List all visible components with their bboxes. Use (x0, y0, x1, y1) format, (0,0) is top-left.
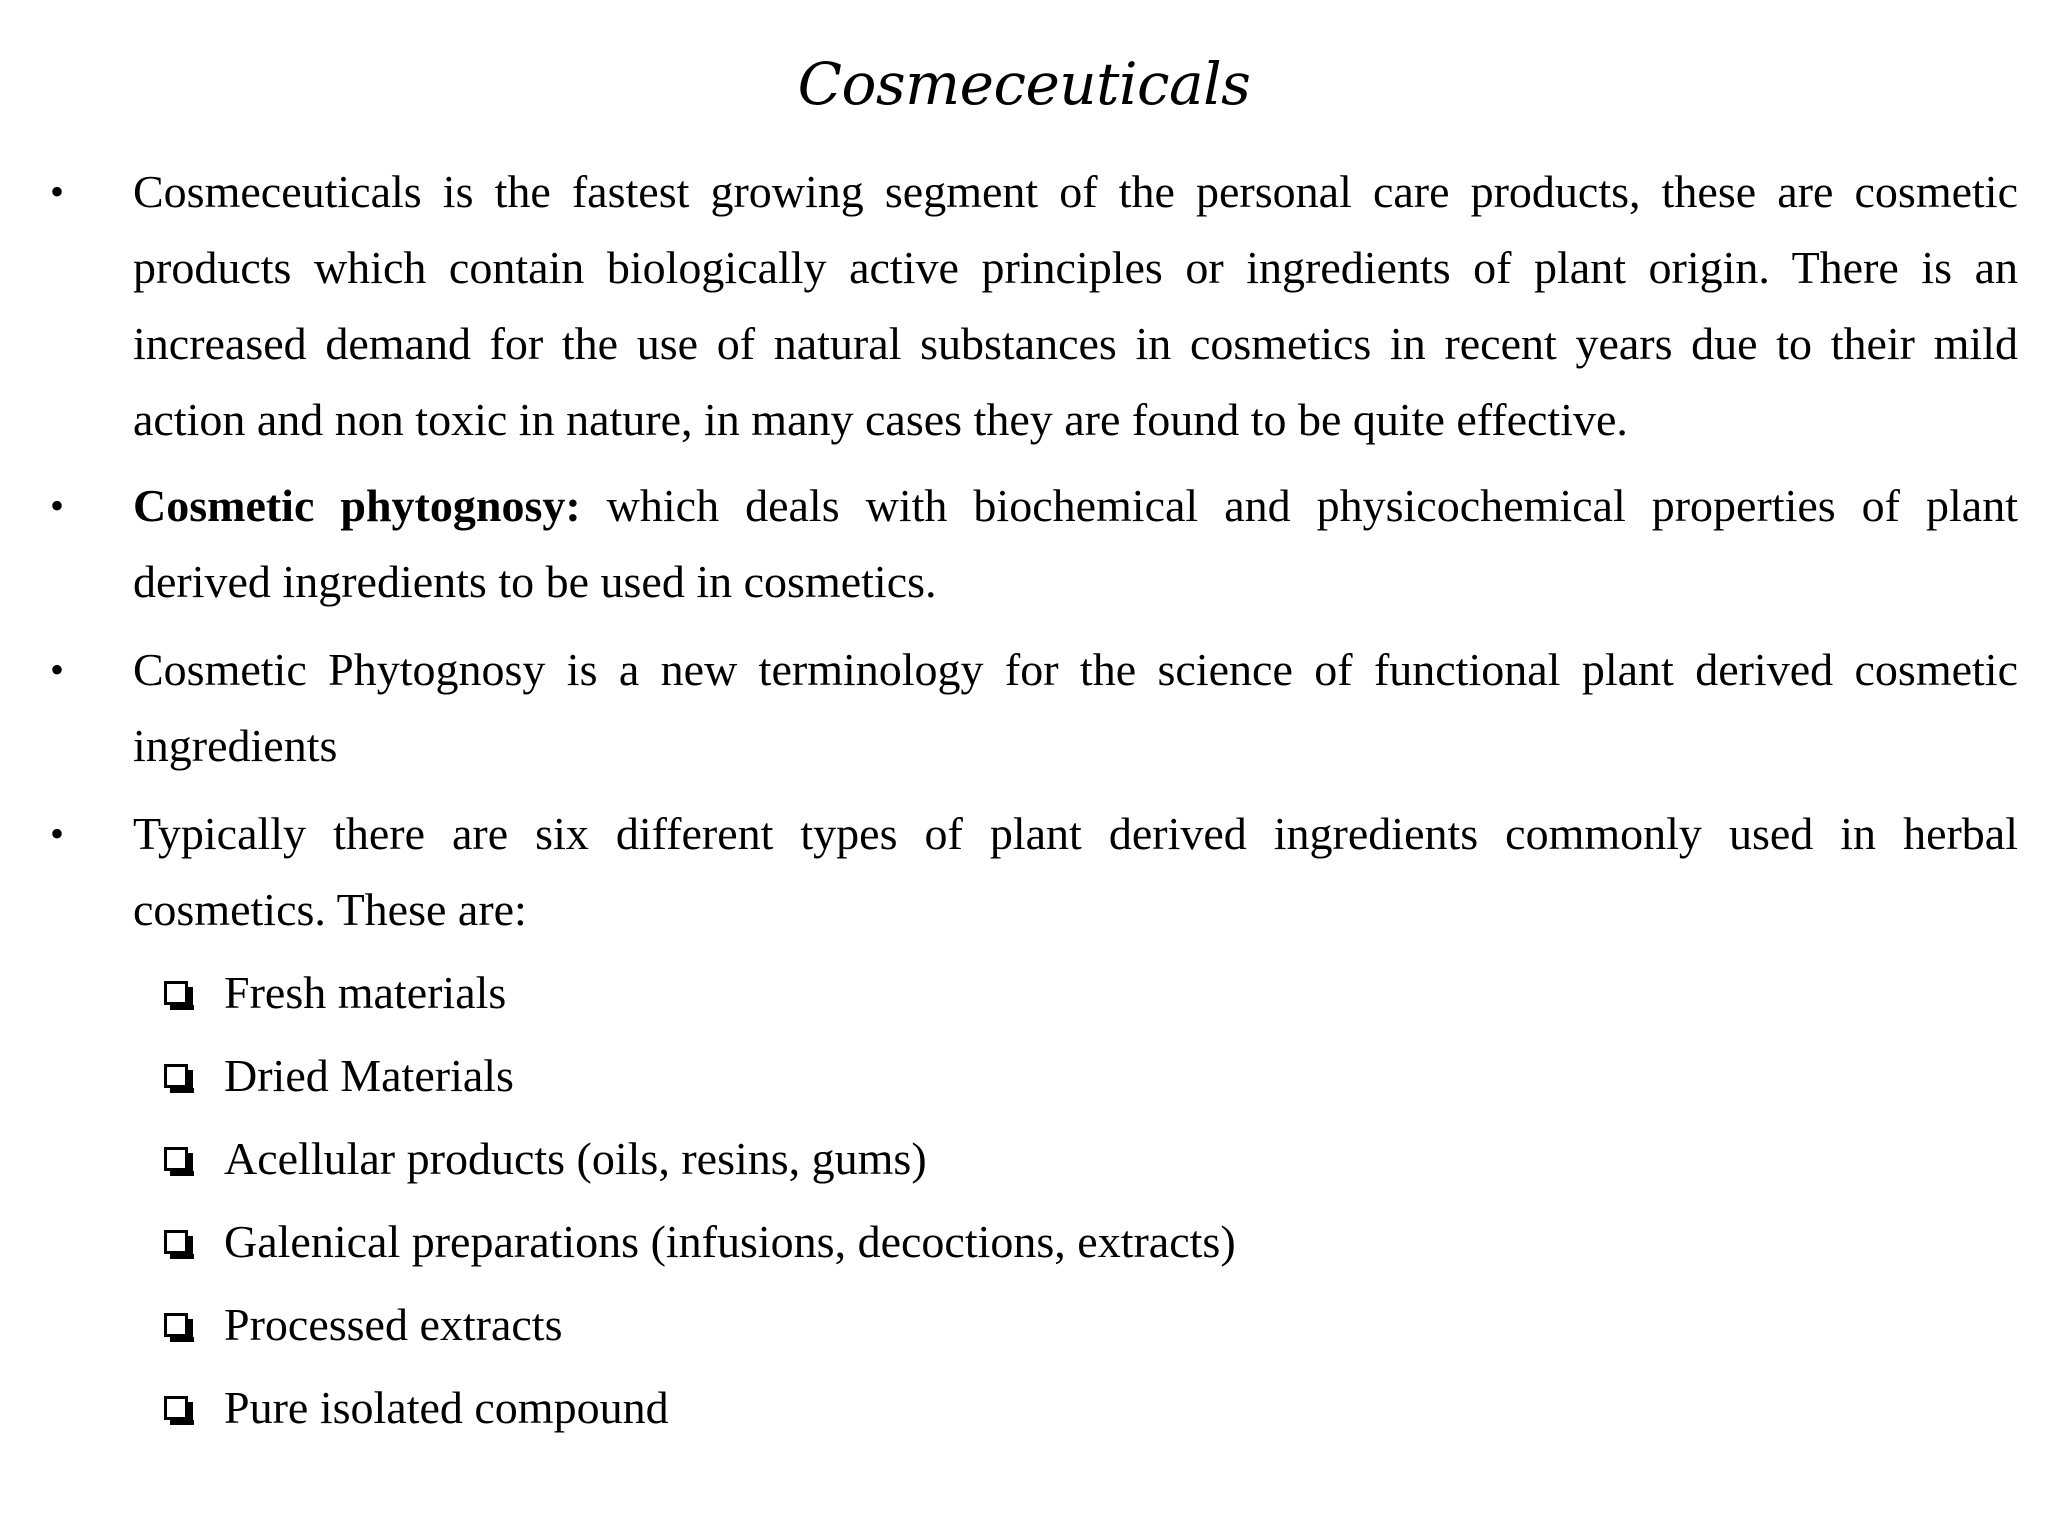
checkbox-shadow-icon (164, 1313, 188, 1337)
bullet-bold-term: Cosmetic phytognosy: (133, 480, 581, 531)
list-item-label: Acellular products (oils, resins, gums) (224, 1133, 927, 1184)
checkbox-shadow-icon (164, 981, 188, 1005)
bullet-text (133, 154, 2018, 458)
list-item (160, 963, 1560, 1023)
bullet-text (133, 796, 2018, 948)
bullet-body: Cosmetic Phytognosy is a new terminology for the science of functional plant derived cosmetic ingredients (133, 644, 2018, 771)
list-item-label: Dried Materials (224, 1050, 514, 1101)
list-item (160, 1212, 1560, 1272)
list-item-label: Processed extracts (224, 1299, 563, 1350)
list-item-label: Galenical preparations (infusions, decoctions, extracts) (224, 1216, 1236, 1267)
bullet-dot-icon: • (50, 647, 65, 692)
list-item (160, 1129, 1560, 1189)
checkbox-shadow-icon (164, 1064, 188, 1088)
bullet-text (133, 632, 2018, 784)
checkbox-shadow-icon (164, 1396, 188, 1420)
list-item-label: Fresh materials (224, 967, 507, 1018)
bullet-dot-icon: • (50, 811, 65, 856)
slide-title: Cosmeceuticals (797, 50, 1251, 118)
bullet-body: which deals with biochemical and physicochemical properties of plant derived ingredients to be used in cosmetics. (133, 480, 2018, 607)
bullet-text (133, 468, 2018, 620)
checkbox-shadow-icon (164, 1147, 188, 1171)
checkbox-shadow-icon (164, 1230, 188, 1254)
list-item-label: Pure isolated compound (224, 1382, 669, 1433)
list-item (160, 1378, 1560, 1438)
bullet-dot-icon: • (50, 169, 65, 214)
bullet-dot-icon: • (50, 483, 65, 528)
bullet-body: Typically there are six different types of plant derived ingredients commonly used in herbal cosmetics. These are: (133, 808, 2018, 935)
list-item (160, 1295, 1560, 1355)
bullet-body: Cosmeceuticals is the fastest growing segment of the personal care products, these are cosmetic products which contain biologically active principles or ingredients of plant origin. There is an increased demand for the use of natural substances in cosmetics in recent years due to their mild action and non toxic in nature, in many cases they are found to be quite effective. (133, 166, 2018, 445)
list-item (160, 1046, 1560, 1106)
